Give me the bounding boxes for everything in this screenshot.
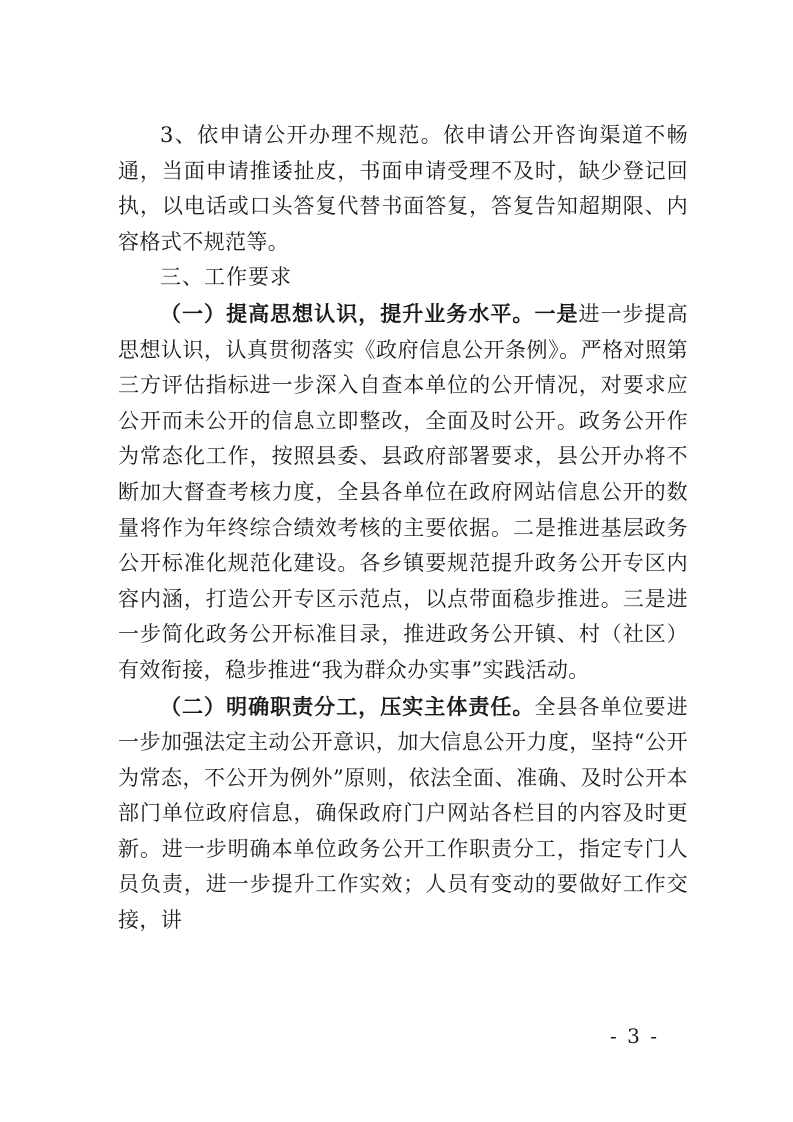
paragraph-lead: （一）提高思想认识，提升业务水平。 [160, 300, 535, 326]
paragraph-application-disclosure [118, 118, 688, 260]
paragraph-text: 3、依申请公开办理不规范。依申请公开咨询渠道不畅通，当面申请推诿扯皮，书面申请受理不及时，缺少登记回执，以电话或口头答复代替书面答复，答复告知超期限、内容格式不规范等。 [118, 123, 688, 254]
paragraph-text: 全县各单位要进一步加强法定主动公开意识，加大信息公开力度，坚持“公开为常态，不公开为例外”原则，依法全面、准确、及时公开本部门单位政府信息，确保政府门户网站各栏目的内容及时更新。进一步明确本单位政务公开工作职责分工，指定专门人员负责，进一步提升工作实效；人员有变动的要做好工作交接，讲 [118, 694, 688, 933]
paragraph-improve-awareness [118, 296, 688, 689]
paragraph-clarify-duties [118, 689, 688, 939]
document-body [118, 118, 688, 939]
paragraph-lead: （二）明确职责分工，压实主体责任。 [160, 693, 535, 719]
heading-text: 三、工作要求 [160, 265, 292, 290]
section-heading-work-requirements [118, 260, 688, 296]
page-number: - 3 - [610, 1024, 659, 1048]
paragraph-text: 进一步提高思想认识，认真贯彻落实《政府信息公开条例》。严格对照第三方评估指标进一步深入自查本单位的公开情况，对要求应公开而未公开的信息立即整改，全面及时公开。政务公开作为常态化工作，按照县委、县政府部署要求，县公开办将不断加大督查考核力度，全县各单位在政府网站信息公开的数量将作为年终综合绩效考核的主要依据。二是推进基层政务公开标准化规范化建设。各乡镇要规范提升政务公开专区内容内涵，打造公开专区示范点，以点带面稳步推进。三是进一步简化政务公开标准目录，推进政务公开镇、村（社区）有效衔接，稳步推进“我为群众办实事”实践活动。 [118, 301, 688, 682]
paragraph-lead-point: 一是 [534, 300, 579, 326]
